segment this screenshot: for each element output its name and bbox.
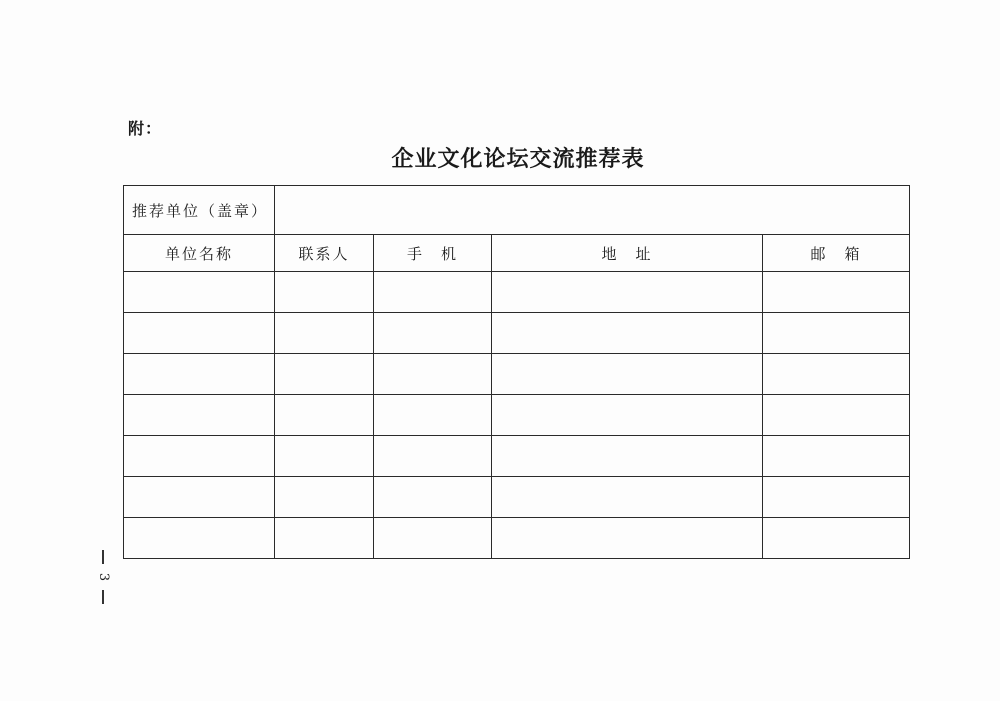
recommend-unit-label: 推荐单位（盖章） (124, 186, 275, 235)
cell-email[interactable] (763, 313, 910, 354)
cell-unit-name[interactable] (124, 354, 275, 395)
cell-address[interactable] (492, 272, 763, 313)
cell-address[interactable] (492, 477, 763, 518)
cell-contact[interactable] (275, 395, 374, 436)
cell-contact[interactable] (275, 436, 374, 477)
table-row (124, 477, 910, 518)
column-header-email: 邮 箱 (763, 235, 910, 272)
table-row (124, 272, 910, 313)
cell-email[interactable] (763, 518, 910, 559)
recommend-unit-row (124, 186, 910, 235)
page-number-dash-bottom (102, 590, 103, 604)
recommend-unit-field[interactable] (275, 186, 910, 235)
cell-unit-name[interactable] (124, 477, 275, 518)
table-row (124, 518, 910, 559)
cell-mobile[interactable] (374, 354, 492, 395)
cell-contact[interactable] (275, 477, 374, 518)
table-header-row (124, 235, 910, 272)
cell-contact[interactable] (275, 518, 374, 559)
cell-email[interactable] (763, 395, 910, 436)
cell-address[interactable] (492, 354, 763, 395)
cell-mobile[interactable] (374, 477, 492, 518)
cell-address[interactable] (492, 313, 763, 354)
column-header-address: 地 址 (492, 235, 763, 272)
cell-mobile[interactable] (374, 518, 492, 559)
column-header-mobile: 手 机 (374, 235, 492, 272)
table-row (124, 354, 910, 395)
cell-mobile[interactable] (374, 395, 492, 436)
cell-email[interactable] (763, 436, 910, 477)
recommendation-form-table (123, 185, 910, 559)
page-number-dash-top (102, 550, 103, 564)
page-number-text: 3 (96, 572, 111, 582)
cell-contact[interactable] (275, 354, 374, 395)
column-header-contact: 联系人 (275, 235, 374, 272)
cell-email[interactable] (763, 354, 910, 395)
cell-unit-name[interactable] (124, 272, 275, 313)
table-row (124, 436, 910, 477)
cell-email[interactable] (763, 272, 910, 313)
cell-address[interactable] (492, 436, 763, 477)
cell-address[interactable] (492, 518, 763, 559)
cell-mobile[interactable] (374, 436, 492, 477)
cell-email[interactable] (763, 477, 910, 518)
column-header-unit-name: 单位名称 (124, 235, 275, 272)
table-row (124, 395, 910, 436)
cell-contact[interactable] (275, 313, 374, 354)
cell-unit-name[interactable] (124, 313, 275, 354)
page-title: 企业文化论坛交流推荐表 (391, 146, 645, 172)
cell-unit-name[interactable] (124, 518, 275, 559)
cell-mobile[interactable] (374, 313, 492, 354)
table-row (124, 313, 910, 354)
cell-unit-name[interactable] (124, 436, 275, 477)
cell-mobile[interactable] (374, 272, 492, 313)
page-number (96, 550, 110, 614)
attachment-label: 附： (128, 119, 163, 138)
cell-unit-name[interactable] (124, 395, 275, 436)
cell-contact[interactable] (275, 272, 374, 313)
cell-address[interactable] (492, 395, 763, 436)
